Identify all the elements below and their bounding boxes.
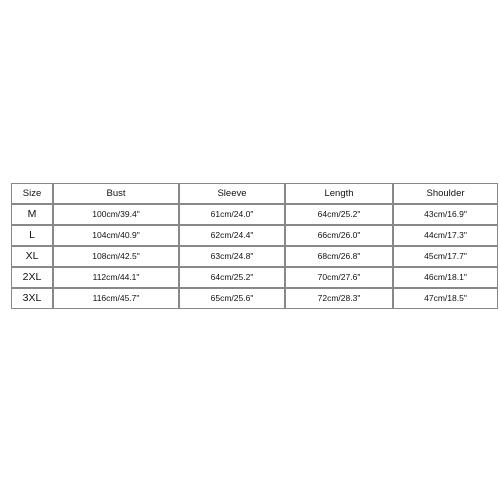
shoulder-cell: 46cm/18.1" [393,267,498,288]
bust-cell: 116cm/45.7" [53,288,179,309]
header-sleeve: Sleeve [179,183,285,204]
shoulder-cell: 44cm/17.3" [393,225,498,246]
table-row [11,267,498,288]
table-row [11,225,498,246]
length-cell: 64cm/25.2" [285,204,393,225]
sleeve-cell: 62cm/24.4" [179,225,285,246]
size-cell: XL [11,246,53,267]
shoulder-cell: 43cm/16.9" [393,204,498,225]
sleeve-cell: 61cm/24.0" [179,204,285,225]
size-cell: 2XL [11,267,53,288]
size-cell: 3XL [11,288,53,309]
bust-cell: 104cm/40.9" [53,225,179,246]
header-length: Length [285,183,393,204]
size-chart-table [11,183,498,309]
header-row [11,183,498,204]
sleeve-cell: 63cm/24.8" [179,246,285,267]
bust-cell: 108cm/42.5" [53,246,179,267]
size-cell: M [11,204,53,225]
shoulder-cell: 47cm/18.5" [393,288,498,309]
length-cell: 66cm/26.0" [285,225,393,246]
bust-cell: 112cm/44.1" [53,267,179,288]
header-size: Size [11,183,53,204]
sleeve-cell: 65cm/25.6" [179,288,285,309]
length-cell: 72cm/28.3" [285,288,393,309]
length-cell: 70cm/27.6" [285,267,393,288]
size-cell: L [11,225,53,246]
table-row [11,204,498,225]
table-row [11,246,498,267]
sleeve-cell: 64cm/25.2" [179,267,285,288]
header-bust: Bust [53,183,179,204]
shoulder-cell: 45cm/17.7" [393,246,498,267]
table-row [11,288,498,309]
length-cell: 68cm/26.8" [285,246,393,267]
bust-cell: 100cm/39.4" [53,204,179,225]
header-shoulder: Shoulder [393,183,498,204]
